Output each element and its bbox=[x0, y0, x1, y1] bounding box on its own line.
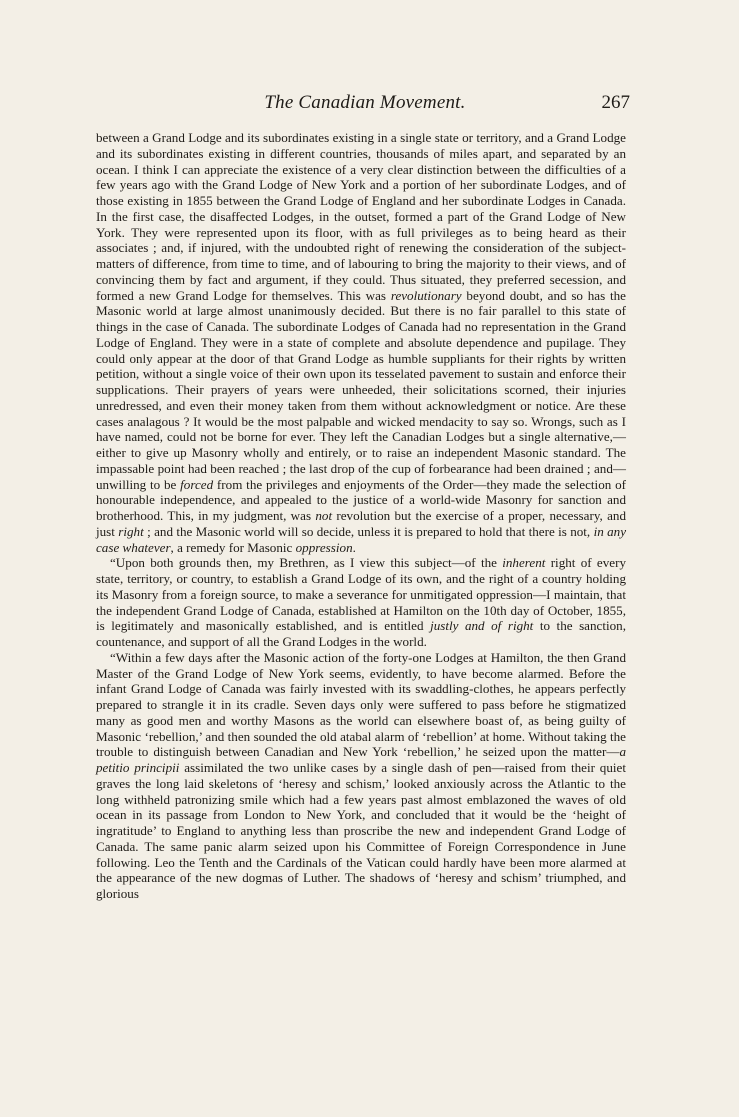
italic-text: revolutionary bbox=[390, 287, 462, 303]
text-run: “Within a few days after the Masonic action of the forty-one Lodges at Hamilton, the then Grand Master of the Grand Lodge of New York seems, evidently, to have become alarmed. Before the infant Grand Lodge of Canada was fairly invested with its swaddling-clothes, he appears perfectly prepared to strangle it in its cradle. Seven days only were suffered to pass before he stigmatized many as good men and worthy Masons as the world can elsewhere boast of, as being guilty of Masonic ‘rebellion,’ and then sounded the old atabal alarm of ‘rebellion’ at home. Without taking the trouble to distinguish between Canadian and New York ‘rebellion,’ he seized upon the matter— bbox=[96, 649, 626, 760]
running-title: The Canadian Movement. bbox=[264, 92, 466, 113]
body-text bbox=[96, 130, 626, 902]
italic-text: in any case whatever bbox=[96, 523, 627, 555]
italic-text: justly and of right bbox=[430, 618, 534, 634]
italic-text: forced bbox=[180, 476, 214, 492]
italic-text: inherent bbox=[502, 555, 546, 571]
paragraph bbox=[96, 555, 626, 650]
text-run: assimilated the two unlike cases by a single dash of pen—raised from their quiet graves the long laid skeletons of ‘heresy and schism,’ looked anxiously across the Atlantic to the long withheld patronizing smile which had a few years past almost emblazoned the waves of old ocean in its passage from London to New York, and concluded that it would be the ‘height of ingratitude’ to England to anything less than proscribe the new and independent Grand Lodge of Canada. The same panic alarm seized upon his Committee of Foreign Correspondence in June following. Leo the Tenth and the Cardinals of the Vatican could hardly have been more alarmed at the appearance of the new dogmas of Luther. The shadows of ‘heresy and schism’ triumphed, and glorious bbox=[96, 760, 626, 901]
paragraph bbox=[96, 650, 626, 902]
italic-text: not bbox=[315, 508, 333, 523]
italic-text: right bbox=[118, 523, 144, 539]
page-header bbox=[100, 92, 630, 122]
text-run: to the sanction, countenance, and support of all the Grand Lodges in the world. bbox=[96, 618, 626, 649]
paragraph bbox=[96, 130, 626, 555]
text-run: . bbox=[352, 539, 356, 555]
text-run: beyond doubt, and so has the Masonic world at large almost unanimously decided. But there is no fair parallel to this state of things in the case of Canada. The subordinate Lodges of Canada had no representation in the Grand Lodge of England. They were in a state of complete and absolute dependence and pupilage. They could only appear at the door of that Grand Lodge as humble suppliants for their rights by written petition, without a single voice of their own upon its tesselated pavement to sustain and enforce their supplications. Their prayers of years were unheeded, their solicitations scorned, their injuries unredressed, and even their money taken from them without acknowledgment or notice. Are these cases analagous ? It would be the most palpable and wicked mendacity to say so. Wrongs, such as I have named, could not be borne for ever. They left the Canadian Lodges but a single alternative,—either to give up Masonry wholly and entirely, or to raise an independent Masonic standard. The impassable point had been reached ; the last drop of the cup of forbearance had been drained ; and—unwilling to be bbox=[96, 287, 626, 492]
text-run: right of every state, territory, or country, to establish a Grand Lodge of its own, and the right of a country holding its Masonry from a foreign source, to make a severance for unmitigated oppression—I maintain, that the independent Grand Lodge of Canada, established at Hamilton on the 10th day of October, 1855, is legitimately and masonically established, and is entitled bbox=[96, 555, 626, 634]
text-run: from the privileges and enjoyments of the Order—they made the selection of honourable independence, and appealed to the justice of a world-wide Masonry for sanction and brotherhood. This, in my judgment, was bbox=[96, 476, 626, 523]
italic-text: a petitio principii bbox=[96, 744, 626, 775]
text-run: between a Grand Lodge and its subordinates existing in a single state or territory, and a Grand Lodge and its subordinates existing in different countries, thousands of miles apart, and separated by an ocean. I think I can appreciate the existence of a very clear distinction between the difficulties of a few years ago with the Grand Lodge of New York and a portion of her subordinate Lodges, and of those existing in 1855 between the Grand Lodge of England and her subordinate Lodges in Canada. In the first case, the disaffected Lodges, in the outset, formed a part of the Grand Lodge of New York. They were represented upon its floor, with as full privileges as to being heard as their associates ; and, if injured, with the undoubted right of renewing the consideration of the subject-matters of difference, from time to time, and of labouring to bring the majority to their views, and of convincing them by fact and argument, if they could. Thus situated, they preferred secession, and formed a new Grand Lodge for themselves. This was bbox=[96, 130, 626, 303]
page-number: 267 bbox=[601, 92, 630, 113]
italic-text: oppression bbox=[295, 539, 353, 555]
text-run: ; and the Masonic world will so decide, unless it is prepared to hold that there is not, bbox=[143, 523, 594, 539]
text-run: revolution but the exercise of a proper, necessary, and just bbox=[96, 508, 626, 539]
text-run: , a remedy for Masonic bbox=[170, 539, 296, 555]
text-run: “Upon both grounds then, my Brethren, as I view this subject—of the bbox=[110, 555, 503, 571]
